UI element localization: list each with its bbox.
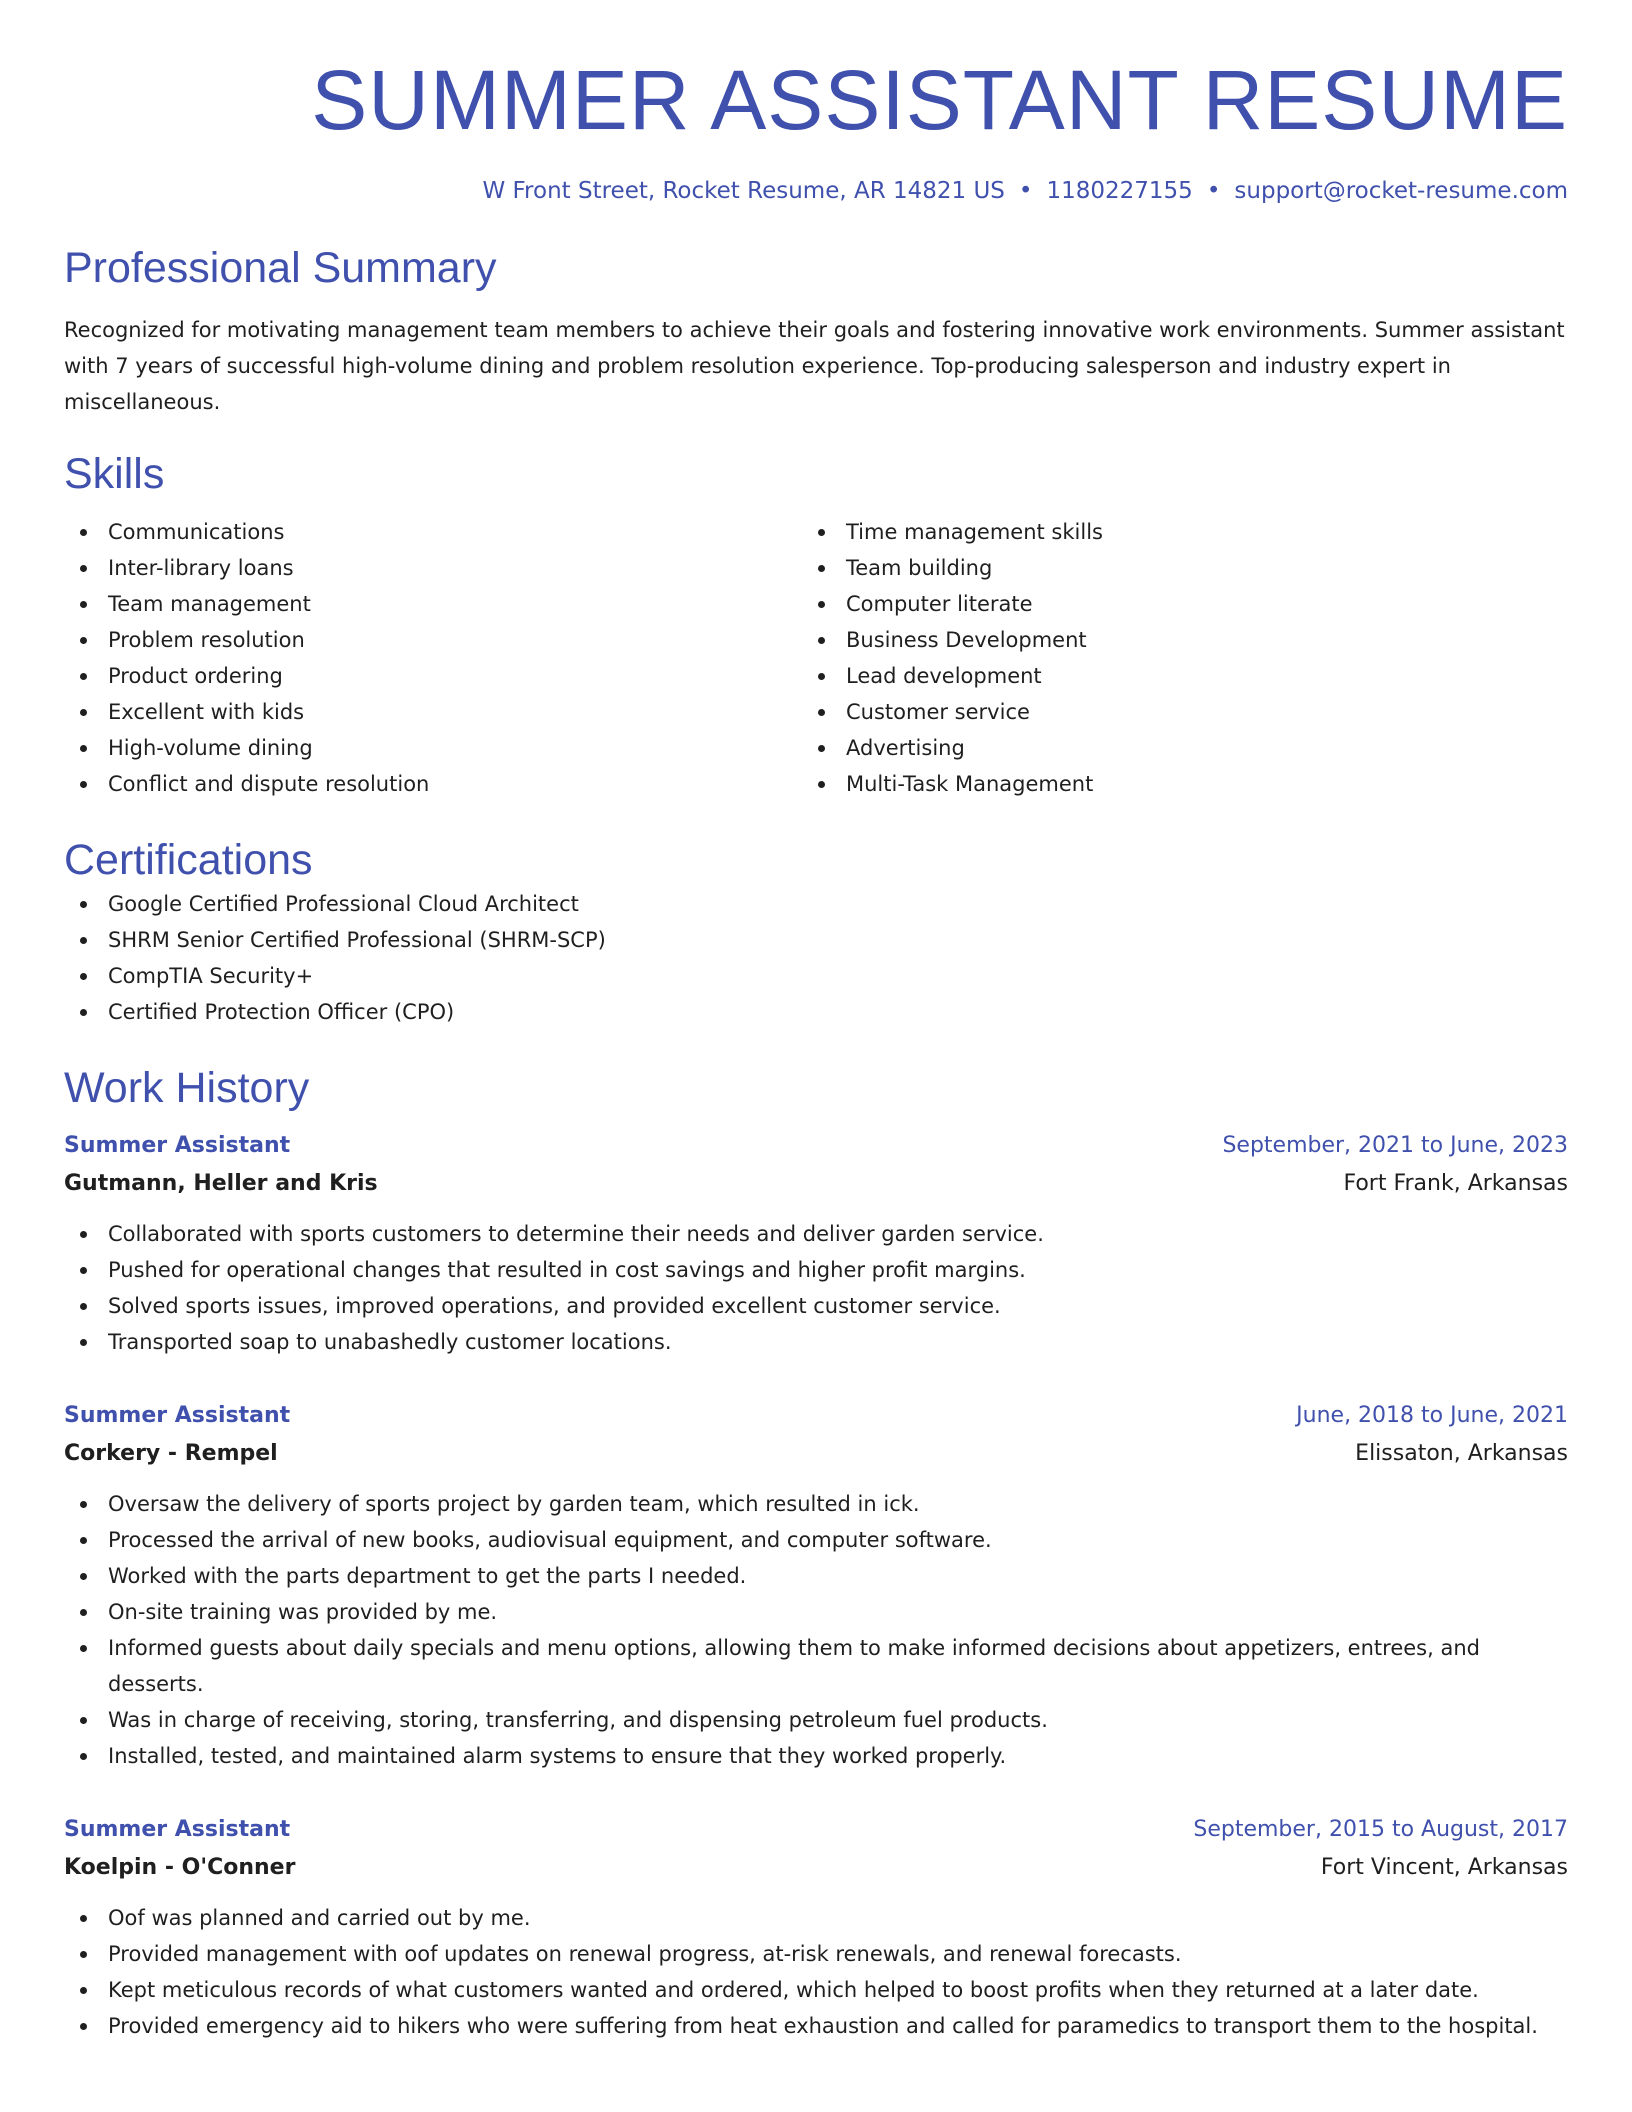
skill-label: Team management bbox=[108, 592, 311, 616]
skill-label: Team building bbox=[846, 556, 993, 580]
job-title-row bbox=[64, 1398, 1568, 1434]
list-item bbox=[802, 622, 1540, 658]
bullet-icon bbox=[80, 1645, 87, 1652]
job-dates: September, 2021 to June, 2023 bbox=[1222, 1133, 1568, 1158]
skills-list-left bbox=[64, 514, 802, 802]
bullet-icon bbox=[818, 601, 825, 608]
list-item bbox=[64, 550, 802, 586]
bullet-icon bbox=[80, 1009, 87, 1016]
list-item bbox=[64, 1900, 1568, 1936]
duty-text: Kept meticulous records of what customers wanted and ordered, which helped to boost profits when they returned at a later date. bbox=[108, 1978, 1479, 2002]
duty-text: Transported soap to unabashedly customer locations. bbox=[108, 1330, 672, 1354]
list-item bbox=[64, 1936, 1568, 1972]
contact-separator: • bbox=[1018, 178, 1033, 204]
list-item bbox=[802, 766, 1540, 802]
list-item bbox=[802, 550, 1540, 586]
list-item bbox=[64, 622, 802, 658]
job-title: Summer Assistant bbox=[64, 1403, 291, 1428]
bullet-icon bbox=[80, 781, 87, 788]
duty-text: Provided emergency aid to hikers who were suffering from heat exhaustion and called for paramedics to transport them to the hospital. bbox=[108, 2014, 1538, 2038]
skill-label: Multi-Task Management bbox=[846, 772, 1094, 796]
bullet-icon bbox=[80, 565, 87, 572]
bullet-icon bbox=[80, 1501, 87, 1508]
certification-label: Google Certified Professional Cloud Architect bbox=[108, 892, 579, 916]
bullet-icon bbox=[818, 781, 825, 788]
resume-title: SUMMER ASSISTANT RESUME bbox=[311, 53, 1568, 147]
skills-list-right bbox=[802, 514, 1540, 802]
certification-label: SHRM Senior Certified Professional (SHRM-SCP) bbox=[108, 928, 606, 952]
certification-label: Certified Protection Officer (CPO) bbox=[108, 1000, 455, 1024]
duty-text: On-site training was provided by me. bbox=[108, 1600, 498, 1624]
contact-address: W Front Street, Rocket Resume, AR 14821 US bbox=[482, 178, 1005, 204]
job-location: Fort Vincent, Arkansas bbox=[1320, 1855, 1568, 1880]
skill-label: Communications bbox=[108, 520, 285, 544]
job-company-row bbox=[64, 1848, 1568, 1888]
duty-text: Worked with the parts department to get the parts I needed. bbox=[108, 1564, 747, 1588]
list-item bbox=[64, 1486, 1568, 1522]
skills-columns bbox=[64, 514, 1568, 802]
bullet-icon bbox=[818, 745, 825, 752]
duty-text: Was in charge of receiving, storing, transferring, and dispensing petroleum fuel products. bbox=[108, 1708, 1048, 1732]
job-location: Fort Frank, Arkansas bbox=[1343, 1171, 1568, 1196]
duty-text: Processed the arrival of new books, audiovisual equipment, and computer software. bbox=[108, 1528, 992, 1552]
job-dates: June, 2018 to June, 2021 bbox=[1296, 1403, 1568, 1428]
list-item bbox=[64, 586, 802, 622]
bullet-icon bbox=[80, 745, 87, 752]
bullet-icon bbox=[818, 529, 825, 536]
bullet-icon bbox=[80, 1951, 87, 1958]
list-item bbox=[64, 694, 802, 730]
bullet-icon bbox=[80, 1609, 87, 1616]
duty-text: Oversaw the delivery of sports project by garden team, which resulted in ick. bbox=[108, 1492, 920, 1516]
bullet-icon bbox=[80, 601, 87, 608]
list-item bbox=[64, 1702, 1568, 1738]
list-item bbox=[802, 658, 1540, 694]
job-duties-list bbox=[64, 1900, 1568, 2044]
skill-label: Conflict and dispute resolution bbox=[108, 772, 430, 796]
list-item bbox=[802, 514, 1540, 550]
bullet-icon bbox=[80, 1915, 87, 1922]
bullet-icon bbox=[80, 1231, 87, 1238]
duty-text: Provided management with oof updates on renewal progress, at-risk renewals, and renewal forecasts. bbox=[108, 1942, 1182, 1966]
bullet-icon bbox=[80, 709, 87, 716]
job-title: Summer Assistant bbox=[64, 1817, 291, 1842]
skill-label: Customer service bbox=[846, 700, 1030, 724]
job-duties-list bbox=[64, 1486, 1568, 1774]
job-title: Summer Assistant bbox=[64, 1133, 291, 1158]
list-item bbox=[64, 730, 802, 766]
job-company: Koelpin - O'Conner bbox=[64, 1855, 296, 1880]
bullet-icon bbox=[80, 937, 87, 944]
bullet-icon bbox=[818, 565, 825, 572]
list-item bbox=[64, 1522, 1568, 1558]
list-item bbox=[64, 2008, 1568, 2044]
list-item bbox=[64, 1216, 1568, 1252]
list-item bbox=[64, 1630, 1568, 1702]
job-company: Corkery - Rempel bbox=[64, 1441, 278, 1466]
job-title-row bbox=[64, 1128, 1568, 1164]
list-item bbox=[802, 694, 1540, 730]
list-item bbox=[64, 1972, 1568, 2008]
certifications-list bbox=[64, 886, 1568, 1030]
job-duties-list bbox=[64, 1216, 1568, 1360]
skill-label: Excellent with kids bbox=[108, 700, 305, 724]
duty-text: Informed guests about daily specials and menu options, allowing them to make informed decisions about appetizers, entrees, and desserts. bbox=[108, 1636, 1480, 1696]
job-title-row bbox=[64, 1812, 1568, 1848]
skill-label: High-volume dining bbox=[108, 736, 313, 760]
list-item bbox=[64, 1288, 1568, 1324]
list-item bbox=[802, 730, 1540, 766]
contact-phone: 1180227155 bbox=[1046, 178, 1193, 204]
contact-email[interactable]: support@rocket-resume.com bbox=[1234, 178, 1568, 204]
list-item bbox=[64, 994, 1568, 1030]
contact-line bbox=[64, 176, 1568, 206]
list-item bbox=[64, 658, 802, 694]
bullet-icon bbox=[80, 1303, 87, 1310]
job-location: Elissaton, Arkansas bbox=[1355, 1441, 1568, 1466]
job-company: Gutmann, Heller and Kris bbox=[64, 1171, 378, 1196]
bullet-icon bbox=[80, 1987, 87, 1994]
bullet-icon bbox=[80, 1573, 87, 1580]
bullet-icon bbox=[818, 673, 825, 680]
certifications-heading: Certifications bbox=[64, 836, 313, 884]
list-item bbox=[64, 1324, 1568, 1360]
skill-label: Product ordering bbox=[108, 664, 283, 688]
bullet-icon bbox=[80, 1339, 87, 1346]
bullet-icon bbox=[80, 529, 87, 536]
bullet-icon bbox=[818, 637, 825, 644]
skill-label: Business Development bbox=[846, 628, 1087, 652]
skill-label: Problem resolution bbox=[108, 628, 305, 652]
bullet-icon bbox=[80, 901, 87, 908]
skill-label: Lead development bbox=[846, 664, 1042, 688]
list-item bbox=[64, 958, 1568, 994]
certification-label: CompTIA Security+ bbox=[108, 964, 314, 988]
summary-text: Recognized for motivating management team members to achieve their goals and fostering innovative work environments. Summer assistant with 7 years of successful high-volume dining and problem resolution experience. Top-producing salesperson and industry expert in miscellaneous. bbox=[64, 318, 1565, 414]
job-company-row bbox=[64, 1434, 1568, 1474]
list-item bbox=[64, 514, 802, 550]
job-entry bbox=[64, 1128, 1568, 1360]
list-item bbox=[64, 766, 802, 802]
skills-heading: Skills bbox=[64, 450, 165, 498]
duty-text: Collaborated with sports customers to determine their needs and deliver garden service. bbox=[108, 1222, 1044, 1246]
bullet-icon bbox=[80, 637, 87, 644]
bullet-icon bbox=[80, 1753, 87, 1760]
bullet-icon bbox=[80, 973, 87, 980]
list-item bbox=[64, 1558, 1568, 1594]
list-item bbox=[64, 1252, 1568, 1288]
job-entry bbox=[64, 1812, 1568, 2044]
bullet-icon bbox=[80, 673, 87, 680]
duty-text: Installed, tested, and maintained alarm systems to ensure that they worked properly. bbox=[108, 1744, 1007, 1768]
bullet-icon bbox=[80, 1537, 87, 1544]
bullet-icon bbox=[80, 1267, 87, 1274]
list-item bbox=[64, 1594, 1568, 1630]
list-item bbox=[64, 886, 1568, 922]
bullet-icon bbox=[80, 2023, 87, 2030]
skill-label: Advertising bbox=[846, 736, 965, 760]
work-history-heading: Work History bbox=[64, 1064, 310, 1112]
job-entry bbox=[64, 1398, 1568, 1774]
skill-label: Inter-library loans bbox=[108, 556, 294, 580]
job-dates: September, 2015 to August, 2017 bbox=[1193, 1817, 1568, 1842]
bullet-icon bbox=[80, 1717, 87, 1724]
skill-label: Computer literate bbox=[846, 592, 1033, 616]
list-item bbox=[64, 922, 1568, 958]
skill-label: Time management skills bbox=[846, 520, 1103, 544]
resume-header bbox=[64, 0, 1568, 206]
list-item bbox=[64, 1738, 1568, 1774]
duty-text: Pushed for operational changes that resulted in cost savings and higher profit margins. bbox=[108, 1258, 1026, 1282]
bullet-icon bbox=[818, 709, 825, 716]
list-item bbox=[802, 586, 1540, 622]
contact-separator: • bbox=[1206, 178, 1221, 204]
summary-heading: Professional Summary bbox=[64, 244, 497, 292]
duty-text: Oof was planned and carried out by me. bbox=[108, 1906, 531, 1930]
duty-text: Solved sports issues, improved operations, and provided excellent customer service. bbox=[108, 1294, 1001, 1318]
job-company-row bbox=[64, 1164, 1568, 1204]
